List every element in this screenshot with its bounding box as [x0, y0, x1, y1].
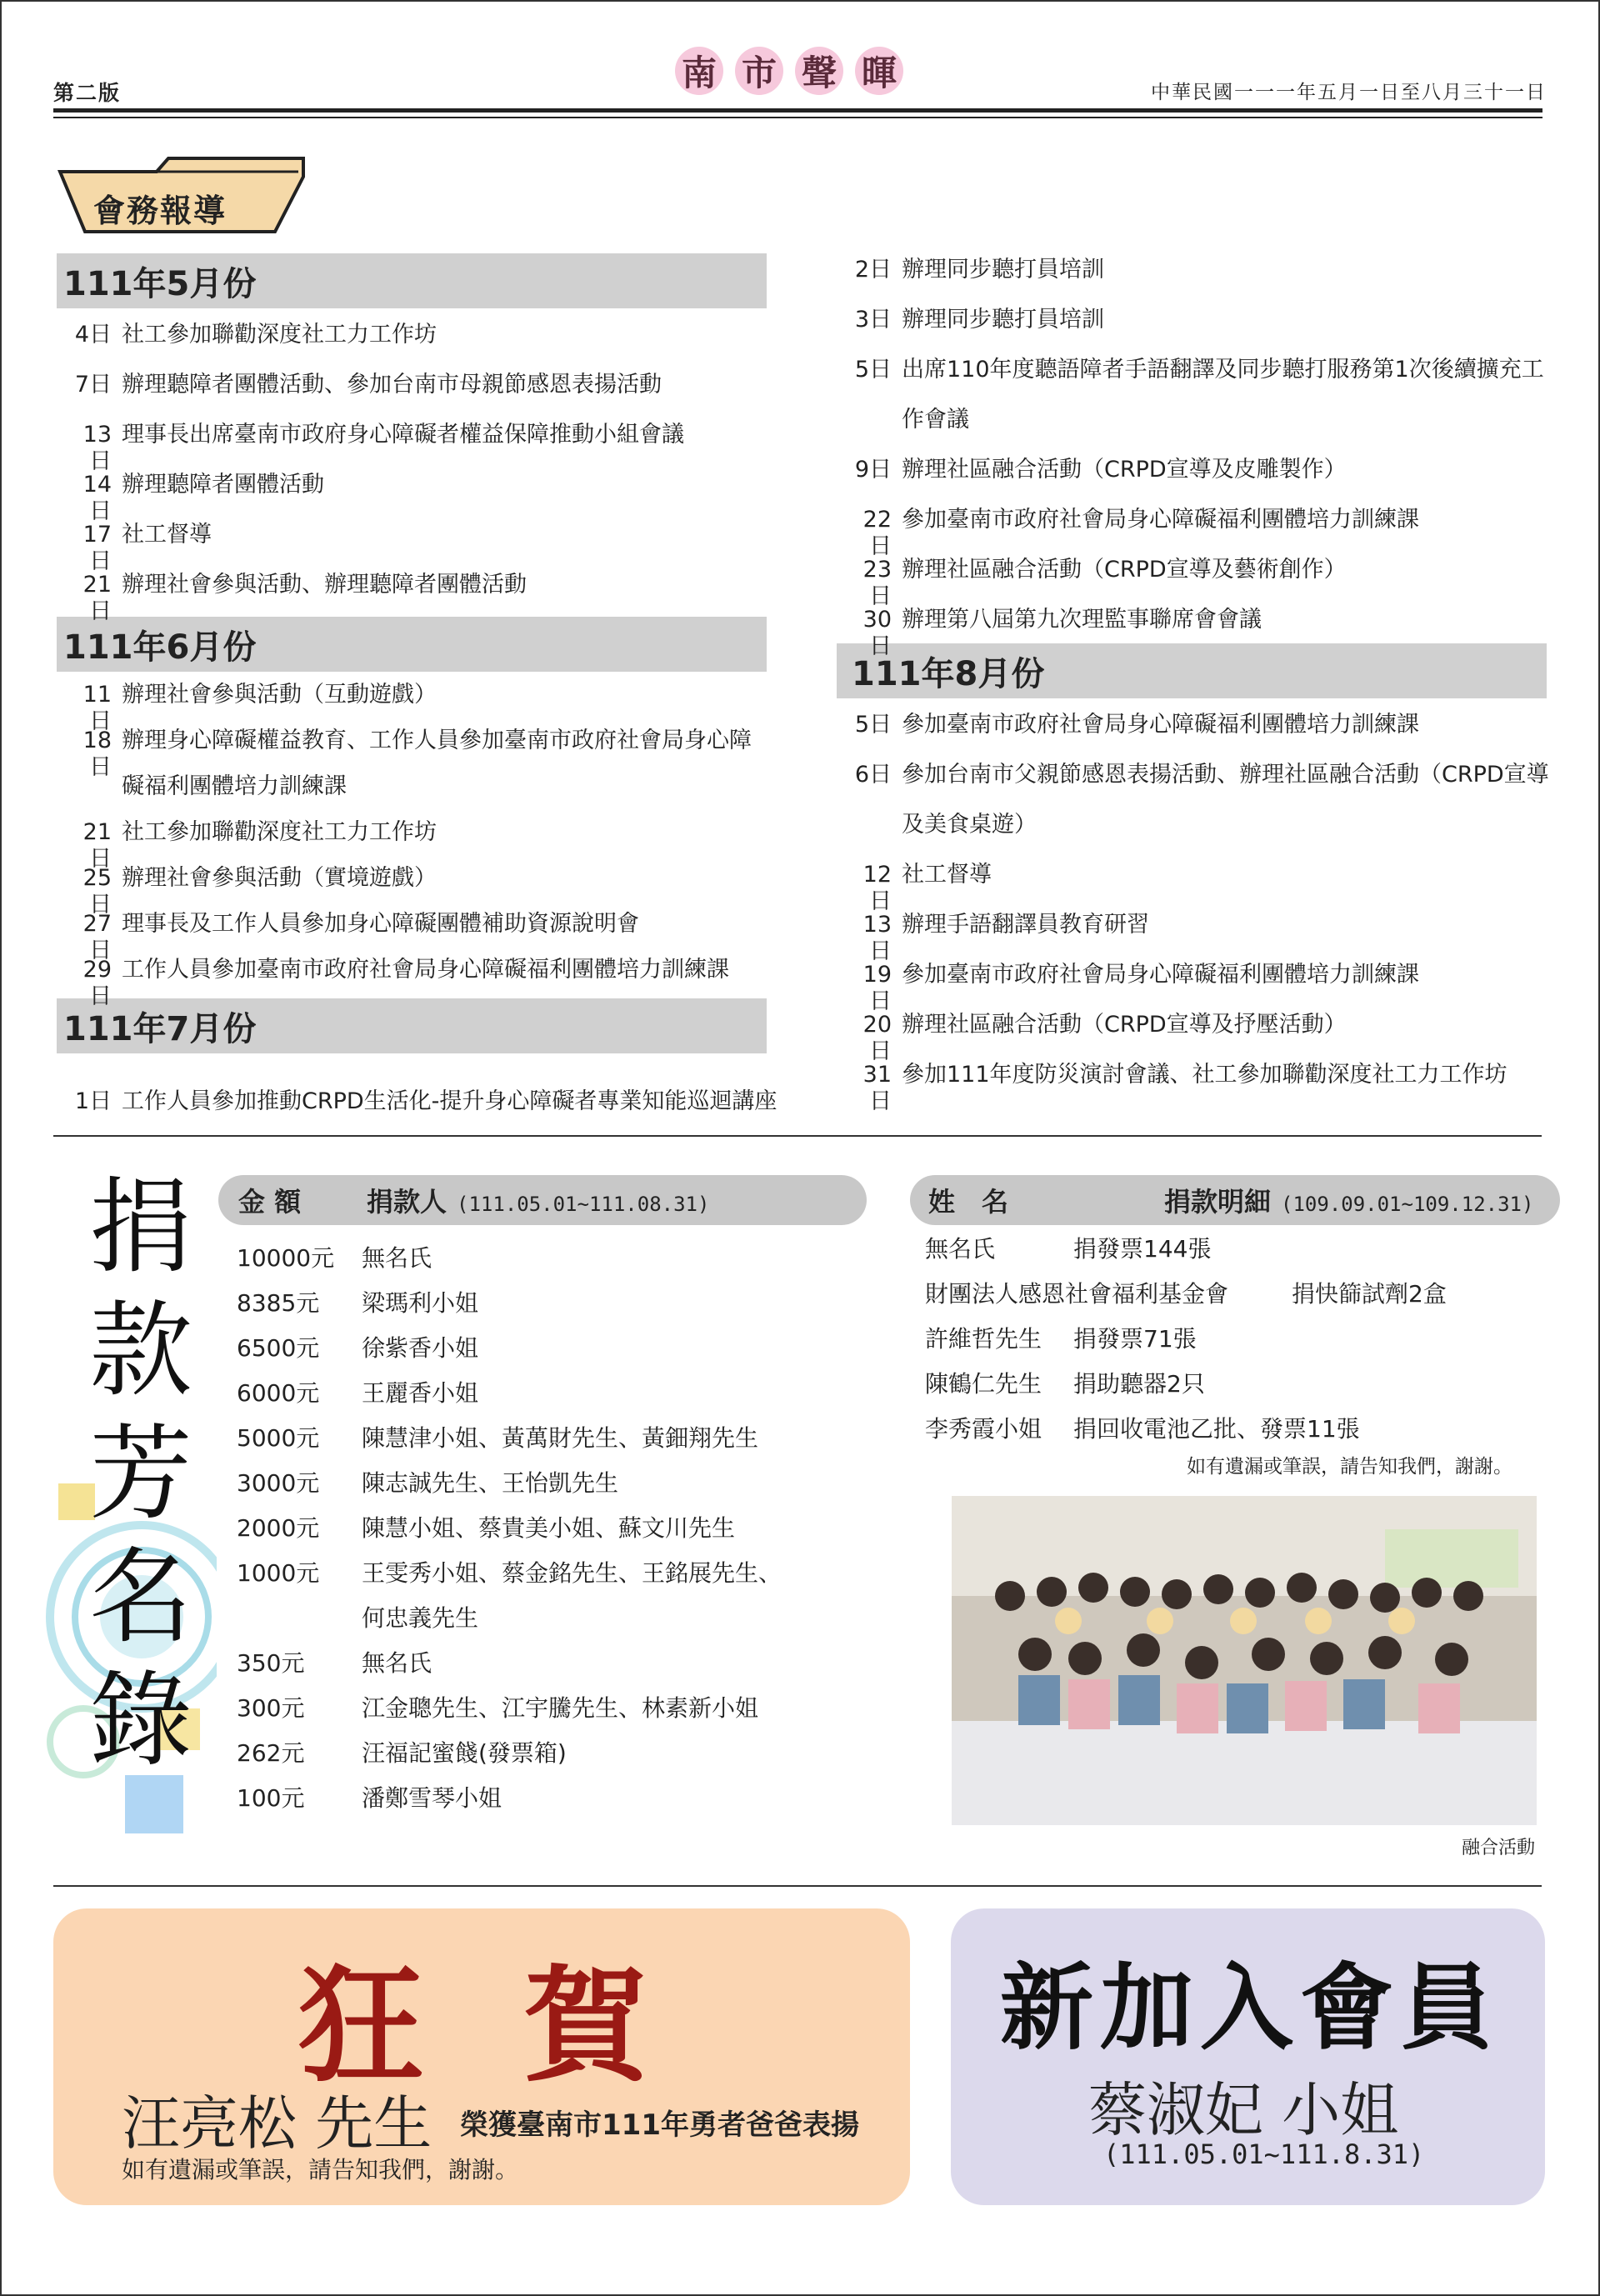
detail-column-header — [1164, 1181, 1533, 1219]
event-item — [842, 962, 1575, 1014]
congrats-note: 如有遺漏或筆誤，請告知我們，謝謝。 — [122, 2156, 519, 2183]
event-day: 9日 — [854, 457, 892, 483]
goods-donor-row — [925, 1321, 1542, 1351]
event-item — [842, 1012, 1575, 1064]
event-text: 辦理同步聽打員培訓 — [902, 257, 1104, 283]
donor-name: 陳鶴仁先生 — [925, 1370, 1042, 1398]
event-item — [62, 572, 795, 624]
cash-period: (111.05.01~111.08.31) — [457, 1193, 710, 1216]
cash-donor-row — [237, 1285, 820, 1315]
month-header-july: 111年7月份 — [57, 998, 767, 1053]
cash-donor-row — [237, 1420, 820, 1450]
event-item — [842, 557, 1575, 609]
title-char: 聲 — [795, 47, 843, 95]
event-day: 18日 — [82, 728, 112, 780]
section-divider — [53, 1885, 1542, 1887]
event-item — [62, 472, 795, 524]
event-day: 14日 — [82, 472, 112, 524]
event-day: 23日 — [862, 557, 892, 609]
event-day: 4日 — [74, 322, 112, 348]
event-text: 社工督導 — [902, 862, 992, 888]
event-item — [842, 862, 1575, 914]
donation-detail: 捐助聽器2只 — [1073, 1370, 1205, 1398]
cash-donor-row — [237, 1690, 820, 1720]
event-text: 參加台南市父親節感恩表揚活動、辦理社區融合活動（CRPD宣導 — [902, 762, 1549, 788]
congratulations-title: 狂賀 — [298, 1953, 749, 2099]
donation-amount: 3000元 — [237, 1469, 320, 1497]
donation-title-char: 捐 — [88, 1168, 192, 1288]
event-item — [842, 457, 1575, 483]
event-item — [842, 307, 1575, 333]
event-text: 參加111年度防災演討會議、社工參加聯勸深度社工力工作坊 — [902, 1062, 1508, 1088]
event-item — [62, 911, 795, 963]
event-text: 工作人員參加推動CRPD生活化-提升身心障礙者專業知能巡迴講座 — [122, 1088, 778, 1114]
issue-date-range: 中華民國一一一年五月一日至八月三十一日 — [1151, 82, 1547, 103]
donor-name: 無名氏 — [362, 1244, 432, 1272]
event-text: 辦理社區融合活動（CRPD宣導及藝術創作） — [902, 557, 1347, 583]
event-item — [62, 372, 795, 398]
goods-donor-row — [925, 1411, 1542, 1441]
month-header-june: 111年6月份 — [57, 617, 767, 672]
donation-amount: 6500元 — [237, 1334, 320, 1362]
event-text: 參加臺南市政府社會局身心障礙福利團體培力訓練課 — [902, 507, 1419, 533]
honor-description: 榮獲臺南市111年勇者爸爸表揚 — [460, 2108, 859, 2142]
title-char: 南 — [675, 47, 723, 95]
event-item — [62, 819, 795, 872]
event-day: 25日 — [82, 865, 112, 918]
donation-detail: 捐發票71張 — [1073, 1325, 1197, 1353]
donation-title — [87, 1167, 195, 1782]
donor-column-header — [367, 1181, 709, 1219]
cash-donor-row — [237, 1555, 820, 1632]
event-day: 3日 — [854, 307, 892, 333]
event-item — [842, 1062, 1575, 1114]
event-day: 21日 — [82, 572, 112, 624]
event-text-continued: 及美食桌遊） — [902, 812, 1037, 838]
goods-note: 如有遺漏或筆誤，請告知我們，謝謝。 — [1187, 1456, 1512, 1478]
event-item — [842, 712, 1575, 738]
cash-donations-header — [218, 1175, 867, 1225]
donor-name: 潘鄭雪琴小姐 — [362, 1784, 502, 1812]
donor-name: 王麗香小姐 — [362, 1379, 479, 1407]
amount-column-header: 金 額 — [238, 1186, 302, 1218]
event-text: 社工參加聯勸深度社工力工作坊 — [122, 819, 437, 845]
event-day: 22日 — [862, 507, 892, 559]
photo-caption: 融合活動 — [1461, 1838, 1535, 1858]
new-member-period: (111.05.01~111.8.31) — [1103, 2138, 1425, 2170]
header-rule — [53, 108, 1542, 113]
event-text-continued: 礙福利團體培力訓練課 — [122, 773, 347, 799]
title-char: 市 — [735, 47, 783, 95]
donation-amount: 6000元 — [237, 1379, 320, 1407]
donation-detail: 捐發票144張 — [1073, 1235, 1212, 1263]
event-day: 13日 — [862, 912, 892, 964]
section-title: 會務報導 — [93, 193, 228, 229]
donor-name: 陳慧津小姐、黃萬財先生、黃鈿翔先生 — [362, 1424, 759, 1452]
name-column-header: 姓 名 — [928, 1186, 1009, 1218]
group-photo — [952, 1496, 1537, 1825]
event-text: 理事長出席臺南市政府身心障礙者權益保障推動小組會議 — [122, 422, 684, 448]
event-text: 理事長及工作人員參加身心障礙團體補助資源說明會 — [122, 911, 639, 937]
event-text: 辦理身心障礙權益教育、工作人員參加臺南市政府社會局身心障 — [122, 728, 752, 753]
event-day: 6日 — [854, 762, 892, 788]
event-text: 參加臺南市政府社會局身心障礙福利團體培力訓練課 — [902, 712, 1419, 738]
title-char: 暉 — [855, 47, 903, 95]
cash-donor-row — [237, 1645, 820, 1675]
month-header-may: 111年5月份 — [57, 253, 767, 308]
detail-header-label: 捐款明細 — [1164, 1186, 1272, 1218]
newsletter-title — [675, 47, 903, 95]
event-text: 辦理同步聽打員培訓 — [902, 307, 1104, 333]
event-day: 13日 — [82, 422, 112, 474]
event-text: 辦理社會參與活動（實境遊戲） — [122, 865, 437, 891]
event-text: 辦理手語翻譯員教育研習 — [902, 912, 1149, 938]
donor-name: 徐紫香小姐 — [362, 1334, 479, 1362]
donor-header-label: 捐款人 — [367, 1186, 448, 1218]
event-day: 19日 — [862, 962, 892, 1014]
donor-name: 李秀霞小姐 — [925, 1415, 1042, 1443]
goods-period: (109.09.01~109.12.31) — [1281, 1193, 1534, 1216]
event-item — [62, 728, 795, 800]
event-text: 辦理聽障者團體活動 — [122, 472, 324, 498]
event-item — [62, 1088, 795, 1115]
donation-detail: 捐回收電池乙批、發票11張 — [1073, 1415, 1360, 1443]
donor-name: 汪福記蜜餞(發票箱) — [362, 1739, 567, 1767]
donation-amount: 350元 — [237, 1649, 305, 1677]
donation-amount: 100元 — [237, 1784, 305, 1812]
donor-name: 梁瑪利小姐 — [362, 1289, 479, 1317]
donor-name: 無名氏 — [362, 1649, 432, 1677]
new-member-name: 蔡淑妃 小姐 — [1088, 2076, 1399, 2144]
event-day: 17日 — [82, 522, 112, 574]
cash-donor-row — [237, 1240, 820, 1270]
donation-amount: 1000元 — [237, 1559, 320, 1587]
event-text: 辦理聽障者團體活動、參加台南市母親節感恩表揚活動 — [122, 372, 662, 398]
event-text: 社工參加聯勸深度社工力工作坊 — [122, 322, 437, 348]
event-item — [842, 607, 1575, 659]
event-item — [842, 912, 1575, 964]
event-text: 出席110年度聽語障者手語翻譯及同步聽打服務第1次後續擴充工 — [902, 357, 1544, 383]
event-text: 工作人員參加臺南市政府社會局身心障礙福利團體培力訓練課 — [122, 957, 729, 983]
header-rule-thin — [53, 117, 1542, 118]
event-item — [842, 357, 1575, 433]
donor-name: 許維哲先生 — [925, 1325, 1042, 1353]
donation-amount: 2000元 — [237, 1514, 320, 1542]
donation-amount: 300元 — [237, 1694, 305, 1722]
goods-donor-row — [925, 1276, 1542, 1306]
cash-donor-row — [237, 1735, 820, 1765]
event-item — [62, 422, 795, 474]
donation-amount: 10000元 — [237, 1244, 335, 1272]
donor-name: 陳志誠先生、王怡凱先生 — [362, 1469, 619, 1497]
edition-label: 第二版 — [53, 81, 122, 105]
cash-donor-row — [237, 1510, 820, 1540]
cash-donor-row — [237, 1330, 820, 1360]
donor-name: 陳慧小姐、蔡貴美小姐、蘇文川先生 — [362, 1514, 736, 1542]
event-day: 12日 — [862, 862, 892, 914]
event-day: 31日 — [862, 1062, 892, 1114]
donation-detail: 捐快篩試劑2盒 — [1292, 1280, 1447, 1308]
event-item — [842, 507, 1575, 559]
event-text: 社工督導 — [122, 522, 212, 548]
donation-title-char: 款 — [88, 1291, 192, 1411]
donation-title-char: 芳 — [88, 1414, 192, 1534]
honoree-name: 汪亮松 先生 — [122, 2089, 432, 2158]
cash-donor-row — [237, 1375, 820, 1405]
event-text-continued: 作會議 — [902, 407, 969, 433]
event-item — [62, 957, 795, 1009]
event-text: 辦理社區融合活動（CRPD宣導及皮雕製作） — [902, 457, 1347, 483]
event-day: 7日 — [74, 372, 112, 398]
donation-amount: 262元 — [237, 1739, 305, 1767]
goods-donations-header — [910, 1175, 1560, 1225]
donor-name: 王雯秀小姐、蔡金銘先生、王銘展先生、 — [362, 1559, 782, 1587]
donation-amount: 8385元 — [237, 1289, 320, 1317]
section-divider — [53, 1135, 1542, 1137]
event-day: 27日 — [82, 911, 112, 963]
event-day: 11日 — [82, 682, 112, 734]
event-text: 辦理第八屆第九次理監事聯席會會議 — [902, 607, 1262, 633]
event-day: 2日 — [854, 257, 892, 283]
event-day: 1日 — [74, 1088, 112, 1114]
donation-amount: 5000元 — [237, 1424, 320, 1452]
event-text: 辦理社會參與活動、辦理聽障者團體活動 — [122, 572, 527, 598]
donor-name: 財團法人感恩社會福利基金會 — [925, 1280, 1229, 1308]
donor-name: 無名氏 — [925, 1235, 996, 1263]
event-item — [842, 257, 1575, 283]
event-item — [62, 522, 795, 574]
event-item — [62, 682, 795, 734]
donation-title-char: 錄 — [88, 1661, 192, 1781]
event-day: 5日 — [854, 357, 892, 383]
event-day: 29日 — [82, 957, 112, 1009]
donor-name: 江金聰先生、江宇騰先生、林素新小姐 — [362, 1694, 759, 1722]
goods-donor-row — [925, 1231, 1542, 1261]
event-item — [62, 322, 795, 348]
event-item — [62, 865, 795, 918]
event-item — [842, 762, 1575, 838]
goods-donor-row — [925, 1366, 1542, 1396]
cash-donor-row — [237, 1465, 820, 1495]
event-day: 20日 — [862, 1012, 892, 1064]
donor-name-continued: 何忠義先生 — [362, 1604, 479, 1632]
new-member-title: 新加入會員 — [1000, 1954, 1500, 2063]
event-text: 辦理社會參與活動（互動遊戲） — [122, 682, 437, 708]
month-header-august: 111年8月份 — [837, 643, 1547, 698]
event-day: 5日 — [854, 712, 892, 738]
cash-donor-row — [237, 1780, 820, 1810]
donation-title-char: 名 — [88, 1538, 192, 1658]
event-day: 21日 — [82, 819, 112, 872]
event-text: 參加臺南市政府社會局身心障礙福利團體培力訓練課 — [902, 962, 1419, 988]
event-text: 辦理社區融合活動（CRPD宣導及抒壓活動） — [902, 1012, 1347, 1038]
event-day: 30日 — [862, 607, 892, 659]
